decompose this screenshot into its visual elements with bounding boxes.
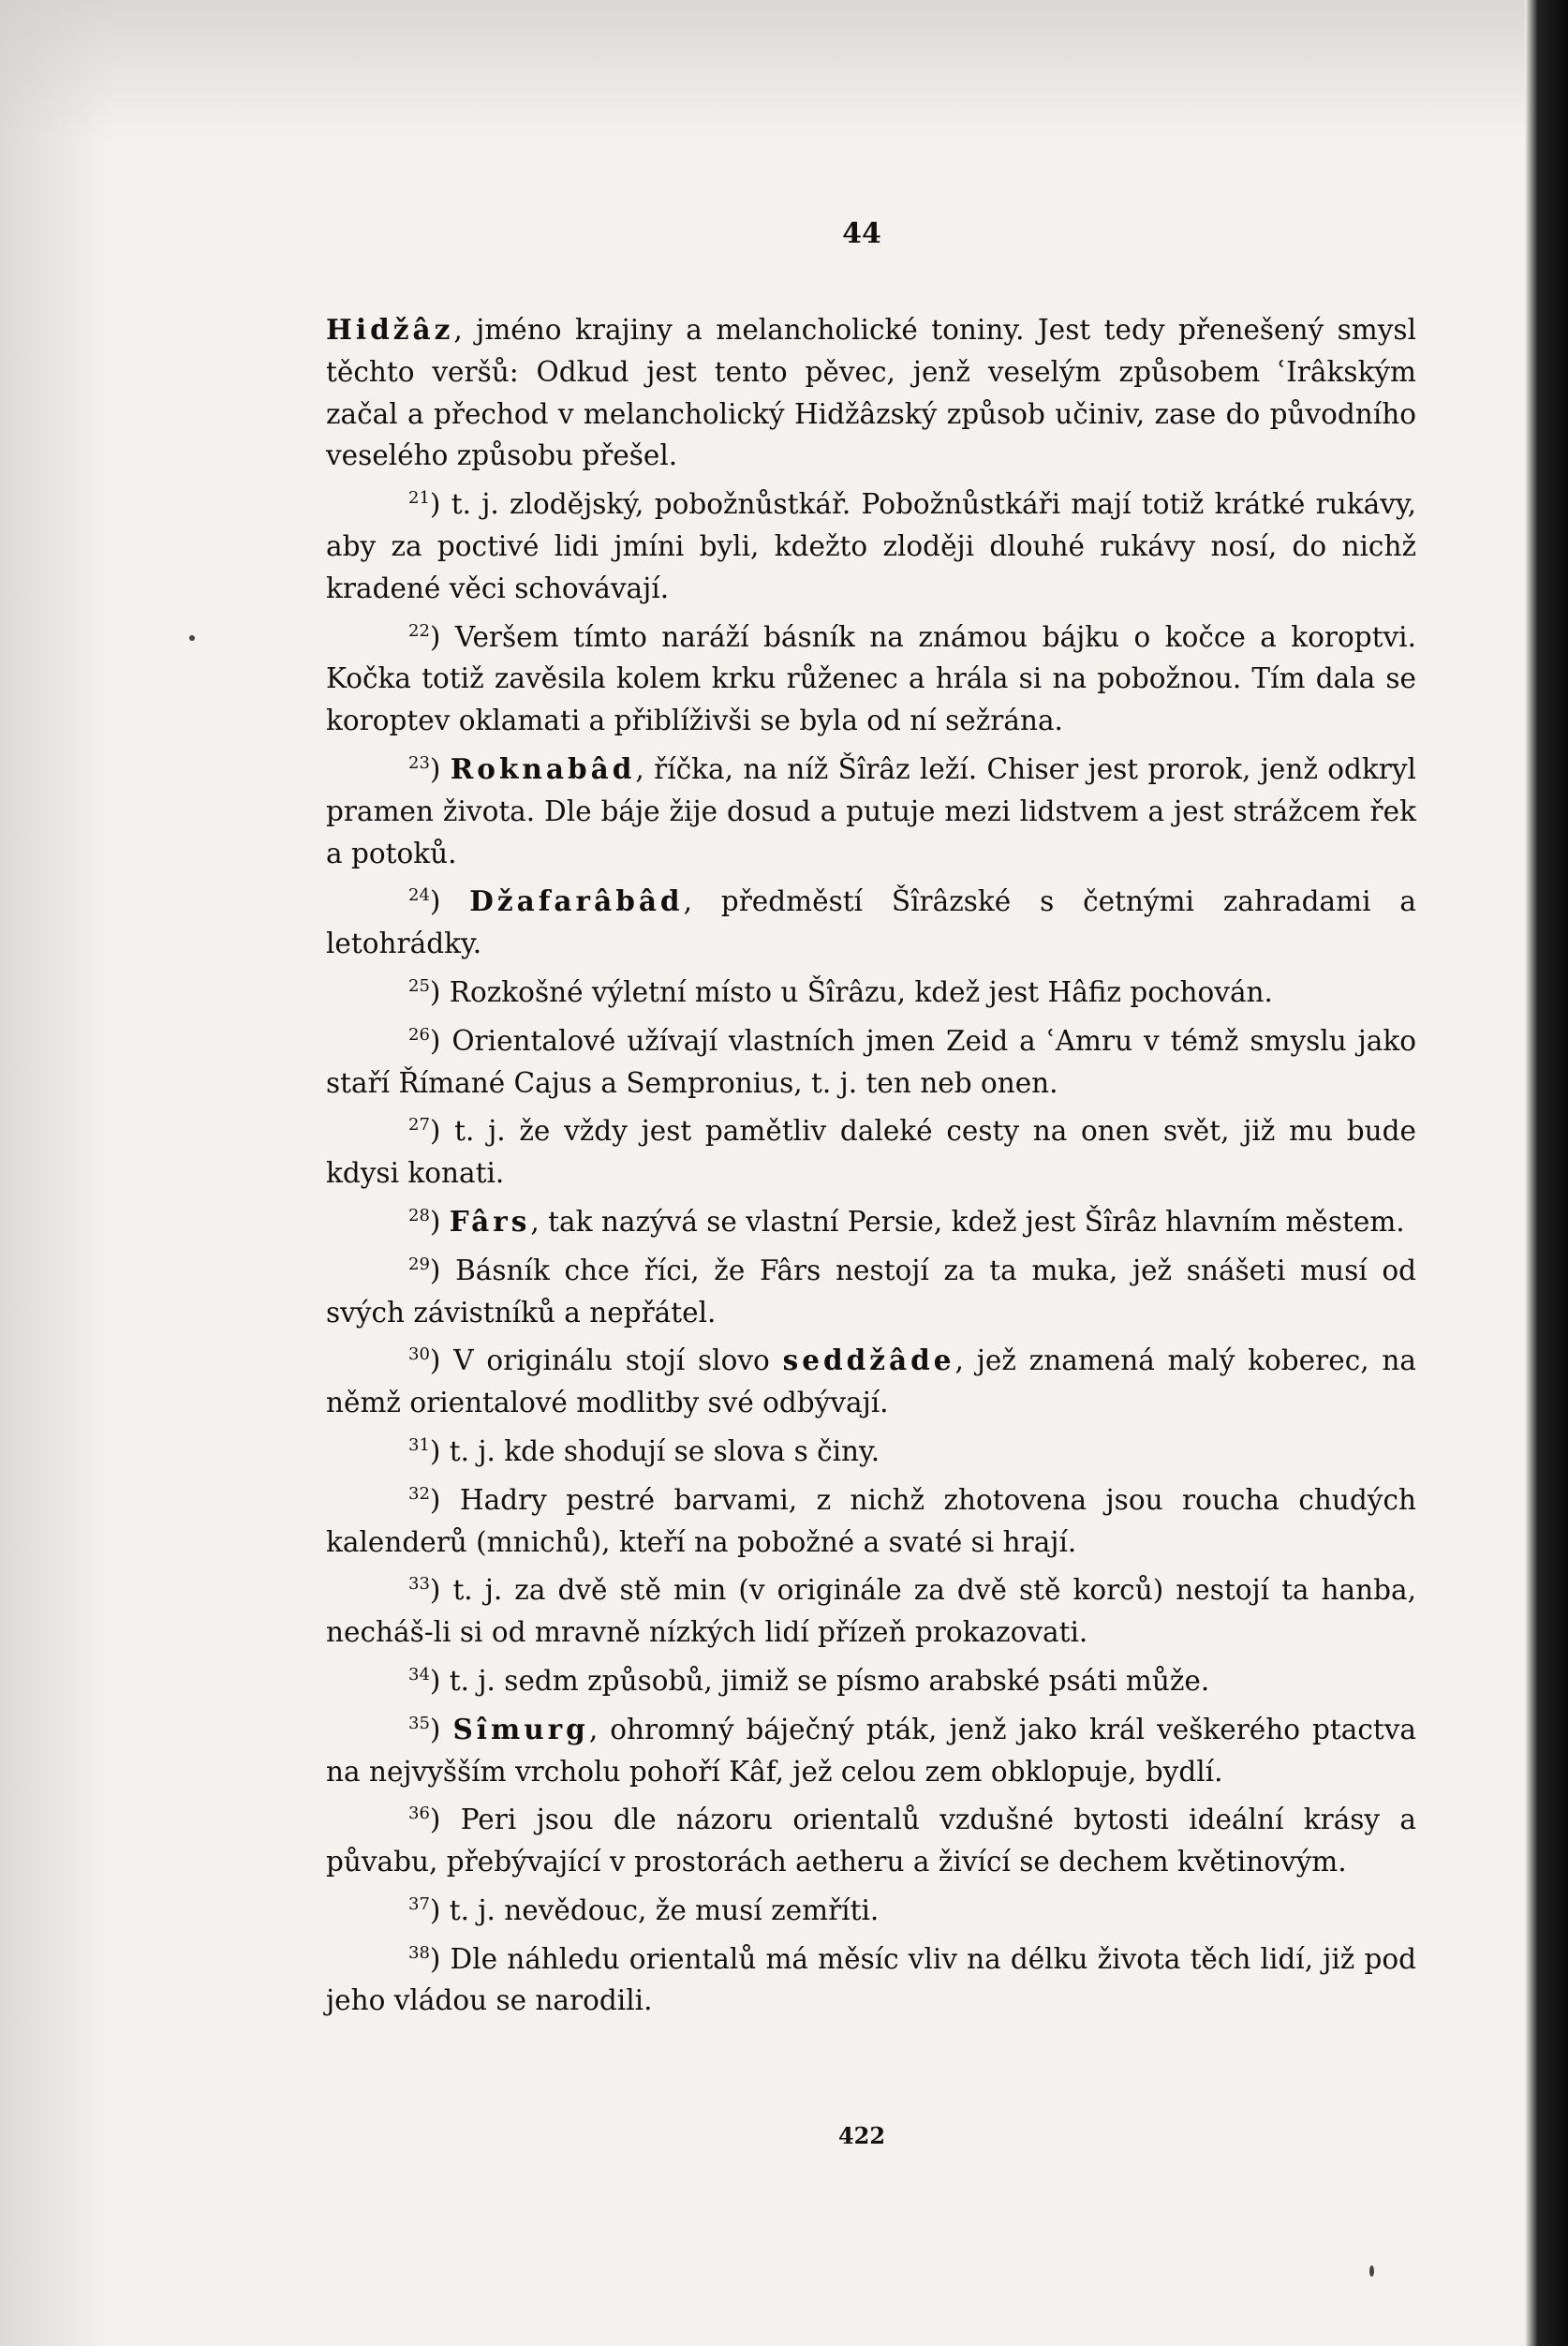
footnote-text: t. j. nevědouc, že musí zemříti. bbox=[449, 1893, 880, 1926]
footnote-number: 34 bbox=[408, 1665, 430, 1685]
footnote-text: Orientalové užívají vlastních jmen Zeid a ʿAmru v témž smyslu jako staří Římané Cajus a Sempronius, t. j. ten neb onen. bbox=[326, 1024, 1416, 1099]
footnotes-body bbox=[326, 309, 1416, 2028]
footnote-term: Sîmurg bbox=[452, 1712, 589, 1745]
footnote-text: , jež znamená malý koberec, na němž orientalové modlitby své odbývají. bbox=[326, 1344, 1417, 1419]
footnote-number: 21 bbox=[408, 488, 430, 509]
footnote-text: Rozkošné výletní místo u Šîrâzu, kdež jest Hâfiz pochován. bbox=[449, 975, 1273, 1008]
footnote-number: 35 bbox=[408, 1713, 430, 1733]
footnote-number: 31 bbox=[408, 1435, 430, 1456]
footnote-text: , ohromný báječný pták, jenž jako král veškerého ptactva na nejvyšším vrcholu pohoří Kâf, jež celou zem obklopuje, bydlí. bbox=[326, 1713, 1417, 1788]
scan-shadow-left bbox=[0, 0, 112, 2346]
footnote-text: t. j. zlodějský, pobožnůstkář. Pobožnůstkáři mají totiž krátké rukávy, aby za poctivé lidi jmíni byli, kdežto zloději dlouhé rukávy nosí, do nichž kradené věci schovávají. bbox=[326, 488, 1416, 604]
footnote-37: $^{37}$) t. j. nevědouc, že musí zemříti. bbox=[408, 1893, 880, 1926]
footnote-text: Dle náhledu orientalů má měsíc vliv na délku života těch lidí, již pod jeho vládou se narodili. bbox=[326, 1942, 1416, 2017]
footnote-text: , říčka, na níž Šîrâz leží. Chiser jest prorok, jenž odkryl pramen života. Dle báje žije dosud a putuje mezi lidstvem a jest strážcem řek a potoků. bbox=[326, 752, 1416, 869]
footnote-text: , předměstí Šîrâzské s četnými zahradami a letohrádky. bbox=[326, 885, 1416, 960]
scan-speck bbox=[1369, 2265, 1374, 2277]
footnote-text: Hadry pestré barvami, z nichž zhotovena jsou roucha chudých kalenderů (mnichů), kteří na pobožné a svaté si hrají. bbox=[326, 1483, 1416, 1558]
intro-text: , jméno krajiny a melancholické toniny. Jest tedy přenešený smysl těchto veršů: Odkud jest tento pěvec, jenž veselým způsobem ʿIrâkským začal a přechod v melancholický Hidžâzský způsob učiniv, zase do původního veselého způsobu přešel. bbox=[326, 314, 1416, 472]
scan-dark-edge-right bbox=[1525, 0, 1568, 2346]
footnote-number: 30 bbox=[408, 1344, 430, 1365]
footnote-33: $^{33}$) t. j. za dvě stě min (v originále za dvě stě korců) nestojí ta hanba, necháš-li si od mravně nízkých lidí přízeň prokazovati. bbox=[326, 1574, 1416, 1649]
footnote-36: $^{36}$) Peri jsou dle názoru orientalů vzdušné bytosti ideální krásy a půvabu, přebývající v prostorách aetheru a živící se dechem květinovým. bbox=[326, 1804, 1416, 1878]
footnote-text: Veršem tímto naráží básník na známou bájku o kočce a koroptvi. Kočka totiž zavěsila kolem krku růženec a hrála si na pobožnou. Tím dala se koroptev oklamati a přiblíživši se byla od ní sežrána. bbox=[326, 620, 1416, 737]
footnote-25: $^{25}$) Rozkošné výletní místo u Šîrâzu, kdež jest Hâfiz pochován. bbox=[408, 975, 1273, 1008]
page-number: 44 bbox=[842, 217, 881, 250]
footnote-21: $^{21}$) t. j. zlodějský, pobožnůstkář. Pobožnůstkáři mají totiž krátké rukávy, aby za poctivé lidi jmíni byli, kdežto zloději dlouhé rukávy nosí, do nichž kradené věci schovávají. bbox=[326, 488, 1416, 604]
footnote-lead: V originálu stojí slovo bbox=[453, 1344, 783, 1377]
footnote-text: Básník chce říci, že Fârs nestojí za ta muka, jež snášeti musí od svých závistníků a nepřátel. bbox=[326, 1254, 1416, 1329]
footnote-number: 37 bbox=[408, 1894, 430, 1915]
footnote-text: t. j. za dvě stě min (v originále za dvě stě korců) nestojí ta hanba, necháš-li si od mravně nízkých lidí přízeň prokazovati. bbox=[326, 1574, 1416, 1649]
footnote-26: $^{26}$) Orientalové užívají vlastních jmen Zeid a ʿAmru v témž smyslu jako staří Římané Cajus a Sempronius, t. j. ten neb onen. bbox=[326, 1024, 1416, 1099]
footnote-text: Peri jsou dle názoru orientalů vzdušné bytosti ideální krásy a půvabu, přebývající v prostorách aetheru a živící se dechem květinovým. bbox=[326, 1804, 1416, 1878]
footnote-number: 27 bbox=[408, 1115, 430, 1136]
footnote-30: $^{30}$) V originálu stojí slovo seddžâde, jež znamená malý koberec, na němž orientalové modlitby své odbývají. bbox=[326, 1344, 1417, 1419]
footnote-23: $^{23}$) Roknabâd, říčka, na níž Šîrâz leží. Chiser jest prorok, jenž odkryl pramen života. Dle báje žije dosud a putuje mezi lidstvem a jest strážcem řek a potoků. bbox=[326, 751, 1416, 869]
footnote-38: $^{38}$) Dle náhledu orientalů má měsíc vliv na délku života těch lidí, již pod jeho vládou se narodili. bbox=[326, 1942, 1416, 2017]
footnote-term: Fârs bbox=[449, 1204, 531, 1238]
footnote-number: 36 bbox=[408, 1804, 430, 1824]
footnote-34: $^{34}$) t. j. sedm způsobů, jimiž se písmo arabské psáti může. bbox=[408, 1664, 1210, 1697]
footnote-number: 22 bbox=[408, 620, 430, 641]
scan-speck bbox=[189, 635, 195, 641]
footnote-22: $^{22}$) Veršem tímto naráží básník na známou bájku o kočce a koroptvi. Kočka totiž zavěsila kolem krku růženec a hrála si na pobožnou. Tím dala se koroptev oklamati a přiblíživši se byla od ní sežrána. bbox=[326, 620, 1416, 737]
footnote-number: 33 bbox=[408, 1574, 430, 1595]
intro-term: Hidžâz bbox=[326, 313, 454, 346]
notes-list bbox=[326, 483, 1416, 2022]
footnote-28: $^{28}$) Fârs, tak nazývá se vlastní Persie, kdež jest Šîrâz hlavním městem. bbox=[408, 1204, 1405, 1238]
footnote-29: $^{29}$) Básník chce říci, že Fârs nestojí za ta muka, jež snášeti musí od svých závistníků a nepřátel. bbox=[326, 1254, 1416, 1329]
footnote-number: 23 bbox=[408, 753, 430, 774]
intro-paragraph bbox=[326, 309, 1416, 477]
footnote-number: 24 bbox=[408, 885, 430, 906]
footnote-number: 32 bbox=[408, 1483, 430, 1504]
footnote-number: 28 bbox=[408, 1206, 430, 1226]
footnote-text: , tak nazývá se vlastní Persie, kdež jest Šîrâz hlavním městem. bbox=[530, 1205, 1405, 1238]
footnote-text: t. j. že vždy jest pamětliv daleké cesty na onen svět, již mu bude kdysi konati. bbox=[326, 1115, 1416, 1190]
footnote-number: 29 bbox=[408, 1254, 430, 1274]
footnote-27: $^{27}$) t. j. že vždy jest pamětliv daleké cesty na onen svět, již mu bude kdysi konati. bbox=[326, 1115, 1416, 1190]
footnote-text: t. j. sedm způsobů, jimiž se písmo arabské psáti může. bbox=[449, 1664, 1210, 1697]
footnote-term: seddžâde bbox=[782, 1344, 955, 1377]
footnote-number: 25 bbox=[408, 976, 430, 997]
footnote-number: 26 bbox=[408, 1024, 430, 1045]
footer-number: 422 bbox=[837, 2122, 886, 2149]
scan-shadow-top bbox=[0, 0, 1568, 141]
footnote-text: t. j. kde shodují se slova s činy. bbox=[449, 1434, 880, 1467]
footnote-term: Džafarâbâd bbox=[469, 884, 684, 918]
footnote-term: Roknabâd bbox=[450, 751, 636, 785]
footnote-32: $^{32}$) Hadry pestré barvami, z nichž zhotovena jsou roucha chudých kalenderů (mnichů), kteří na pobožné a svaté si hrají. bbox=[326, 1483, 1416, 1558]
footnote-31: $^{31}$) t. j. kde shodují se slova s činy. bbox=[408, 1434, 880, 1467]
footnote-35: $^{35}$) Sîmurg, ohromný báječný pták, jenž jako král veškerého ptactva na nejvyšším vrcholu pohoří Kâf, jež celou zem obklopuje, bydlí. bbox=[326, 1712, 1417, 1788]
footnote-number: 38 bbox=[408, 1942, 430, 1963]
footnote-24: $^{24}$) Džafarâbâd, předměstí Šîrâzské s četnými zahradami a letohrádky. bbox=[326, 884, 1416, 960]
